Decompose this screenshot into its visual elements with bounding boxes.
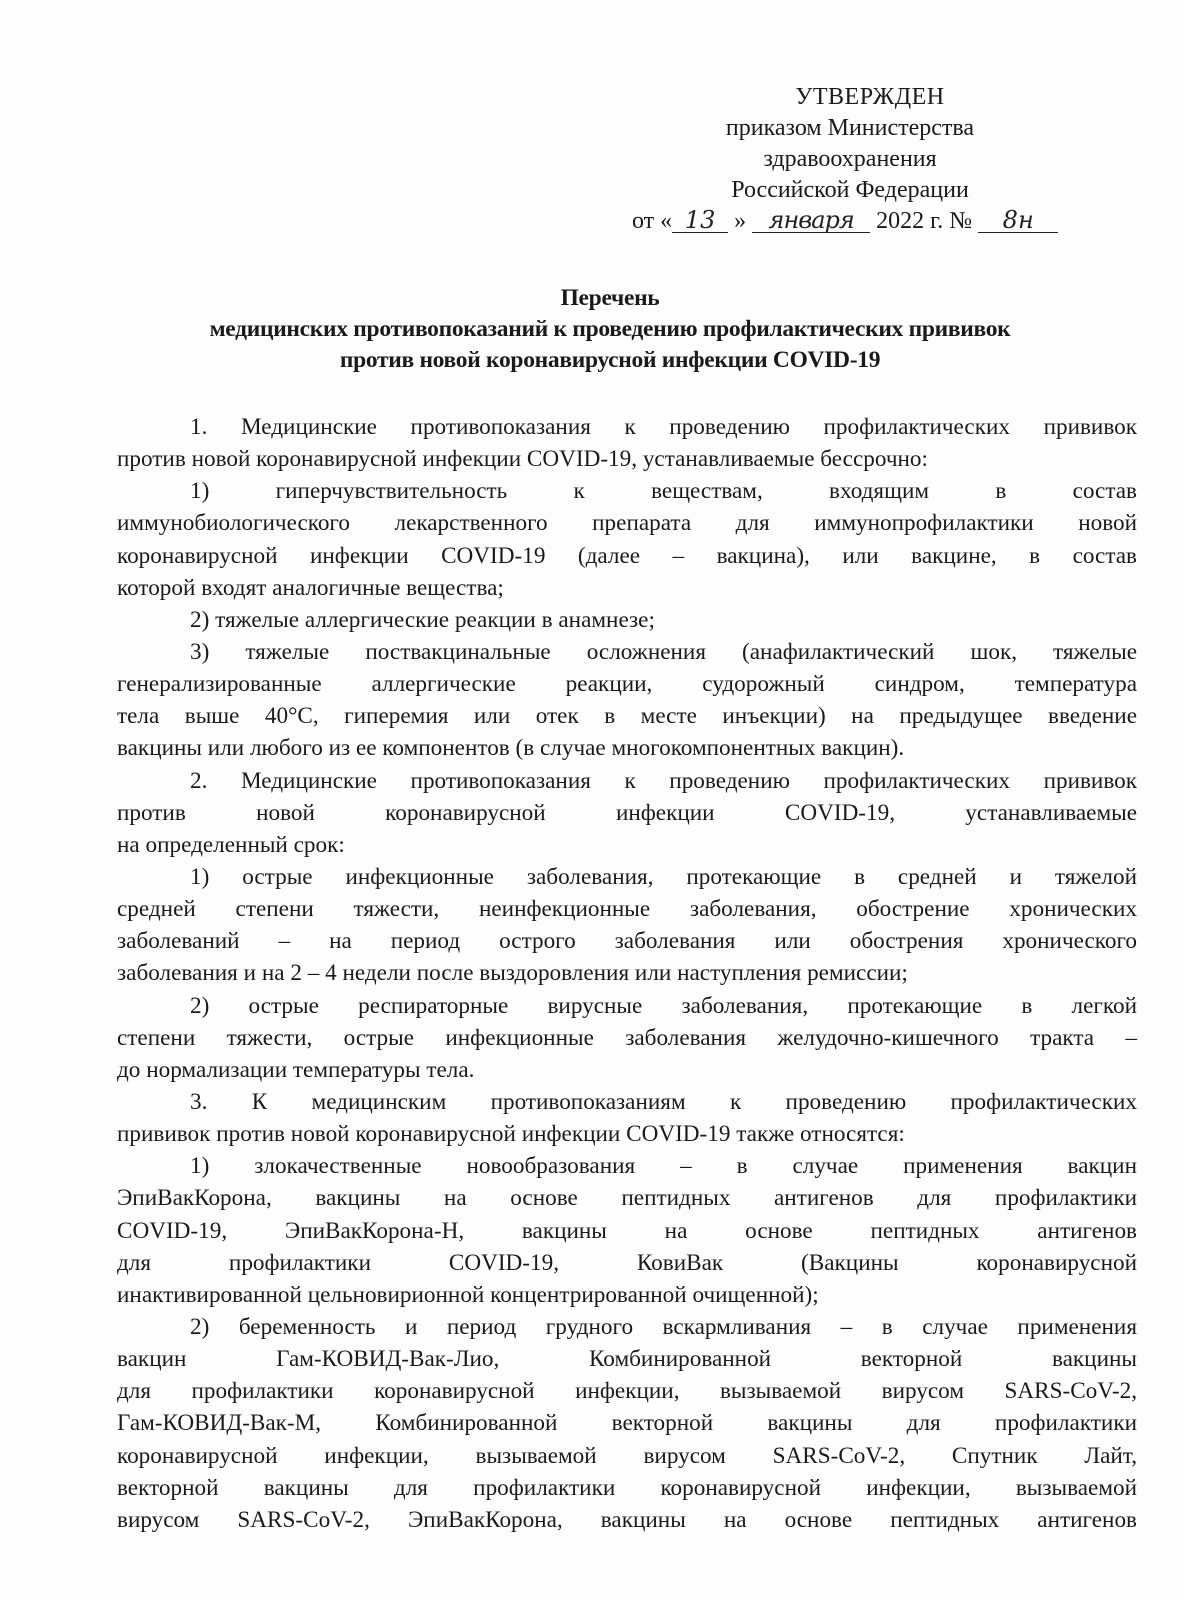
- body-line: коронавирусной инфекции, вызываемой вирусом SARS-CoV-2, Спутник Лайт,: [117, 1442, 1137, 1469]
- handwritten-month: января: [752, 208, 870, 233]
- approval-status: УТВЕРЖДЕН: [795, 84, 945, 110]
- section-3-heading: 3. К медицинским противопоказаниям к проведению профилактических: [190, 1088, 1137, 1115]
- body-line: COVID-19, ЭпиВакКорона-Н, вакцины на основе пептидных антигенов: [117, 1217, 1137, 1244]
- handwritten-order-number: 8н: [978, 208, 1058, 233]
- body-line: которой входят аналогичные вещества;: [117, 574, 504, 601]
- list-item-1-3: 3) тяжелые поствакцинальные осложнения (анафилактический шок, тяжелые: [190, 638, 1137, 665]
- approval-date-line: [610, 206, 1090, 237]
- body-line: генерализированные аллергические реакции, судорожный синдром, температура: [117, 671, 1137, 698]
- document-title: [110, 283, 1110, 376]
- title-line: медицинских противопоказаний к проведению профилактических прививок: [209, 316, 1011, 342]
- body-line: инактивированной цельновирионной концентрированной очищенной);: [117, 1281, 819, 1308]
- date-prefix: от «: [632, 208, 673, 234]
- title-line: Перечень: [560, 285, 660, 311]
- body-line: вакцин Гам-КОВИД-Вак-Лио, Комбинированной векторной вакцины: [117, 1346, 1137, 1373]
- body-line: вирусом SARS-CoV-2, ЭпиВакКорона, вакцины на основе пептидных антигенов: [117, 1506, 1137, 1533]
- body-line: степени тяжести, острые инфекционные заболевания желудочно-кишечного тракта –: [117, 1024, 1137, 1051]
- body-line: средней степени тяжести, неинфекционные заболевания, обострение хронических: [117, 896, 1137, 923]
- body-line: векторной вакцины для профилактики коронавирусной инфекции, вызываемой: [117, 1474, 1137, 1501]
- body-line: заболеваний – на период острого заболевания или обострения хронического: [117, 928, 1137, 955]
- body-line: для профилактики COVID-19, КовиВак (Вакцины коронавирусной: [117, 1249, 1137, 1276]
- body-line: Гам-КОВИД-Вак-М, Комбинированной векторной вакцины для профилактики: [117, 1410, 1137, 1437]
- section-1-heading: 1. Медицинские противопоказания к проведению профилактических прививок: [190, 414, 1137, 440]
- list-item-3-1: 1) злокачественные новообразования – в случае применения вакцин: [190, 1153, 1137, 1180]
- body-line: против новой коронавирусной инфекции COVID-19, устанавливаемые бессрочно:: [117, 446, 928, 473]
- handwritten-day: 13: [672, 208, 728, 233]
- date-year: 2022 г. №: [876, 208, 973, 234]
- body-line: коронавирусной инфекции COVID-19 (далее – вакцина), или вакцине, в состав: [117, 542, 1137, 569]
- list-item-2-2: 2) острые респираторные вирусные заболевания, протекающие в легкой: [190, 992, 1137, 1019]
- title-line: против новой коронавирусной инфекции COVID-19: [339, 347, 881, 373]
- list-item-1-2: 2) тяжелые аллергические реакции в анамнезе;: [190, 606, 655, 633]
- body-line: против новой коронавирусной инфекции COVID-19, устанавливаемые: [117, 799, 1137, 826]
- document-body: [117, 411, 1137, 1536]
- body-line: ЭпиВакКорона, вакцины на основе пептидных антигенов для профилактики: [117, 1185, 1137, 1212]
- body-line: вакцины или любого из ее компонентов (в случае многокомпонентных вакцин).: [117, 735, 905, 762]
- approval-ministry-line: Российской Федерации: [731, 177, 969, 203]
- date-separator: »: [734, 208, 747, 234]
- body-line: тела выше 40°C, гиперемия или отек в месте инъекции) на предыдущее введение: [117, 703, 1137, 730]
- list-item-1-1: 1) гиперчувствительность к веществам, входящим в состав: [190, 478, 1137, 505]
- body-line: для профилактики коронавирусной инфекции, вызываемой вирусом SARS-CoV-2,: [117, 1378, 1137, 1405]
- body-line: иммунобиологического лекарственного препарата для иммунопрофилактики новой: [117, 510, 1137, 537]
- body-line: на определенный срок:: [117, 831, 345, 858]
- approval-ministry-line: здравоохранения: [763, 146, 937, 172]
- approval-ministry-line: приказом Министерства: [725, 115, 975, 141]
- section-2-heading: 2. Медицинские противопоказания к проведению профилактических прививок: [190, 767, 1137, 794]
- list-item-3-2: 2) беременность и период грудного вскармливания – в случае применения: [190, 1313, 1137, 1340]
- body-line: прививок против новой коронавирусной инфекции COVID-19 также относятся:: [117, 1121, 905, 1148]
- approval-stamp: [610, 82, 1090, 237]
- body-line: до нормализации температуры тела.: [117, 1056, 475, 1083]
- list-item-2-1: 1) острые инфекционные заболевания, протекающие в средней и тяжелой: [190, 863, 1137, 890]
- body-line: заболевания и на 2 – 4 недели после выздоровления или наступления ремиссии;: [117, 960, 908, 987]
